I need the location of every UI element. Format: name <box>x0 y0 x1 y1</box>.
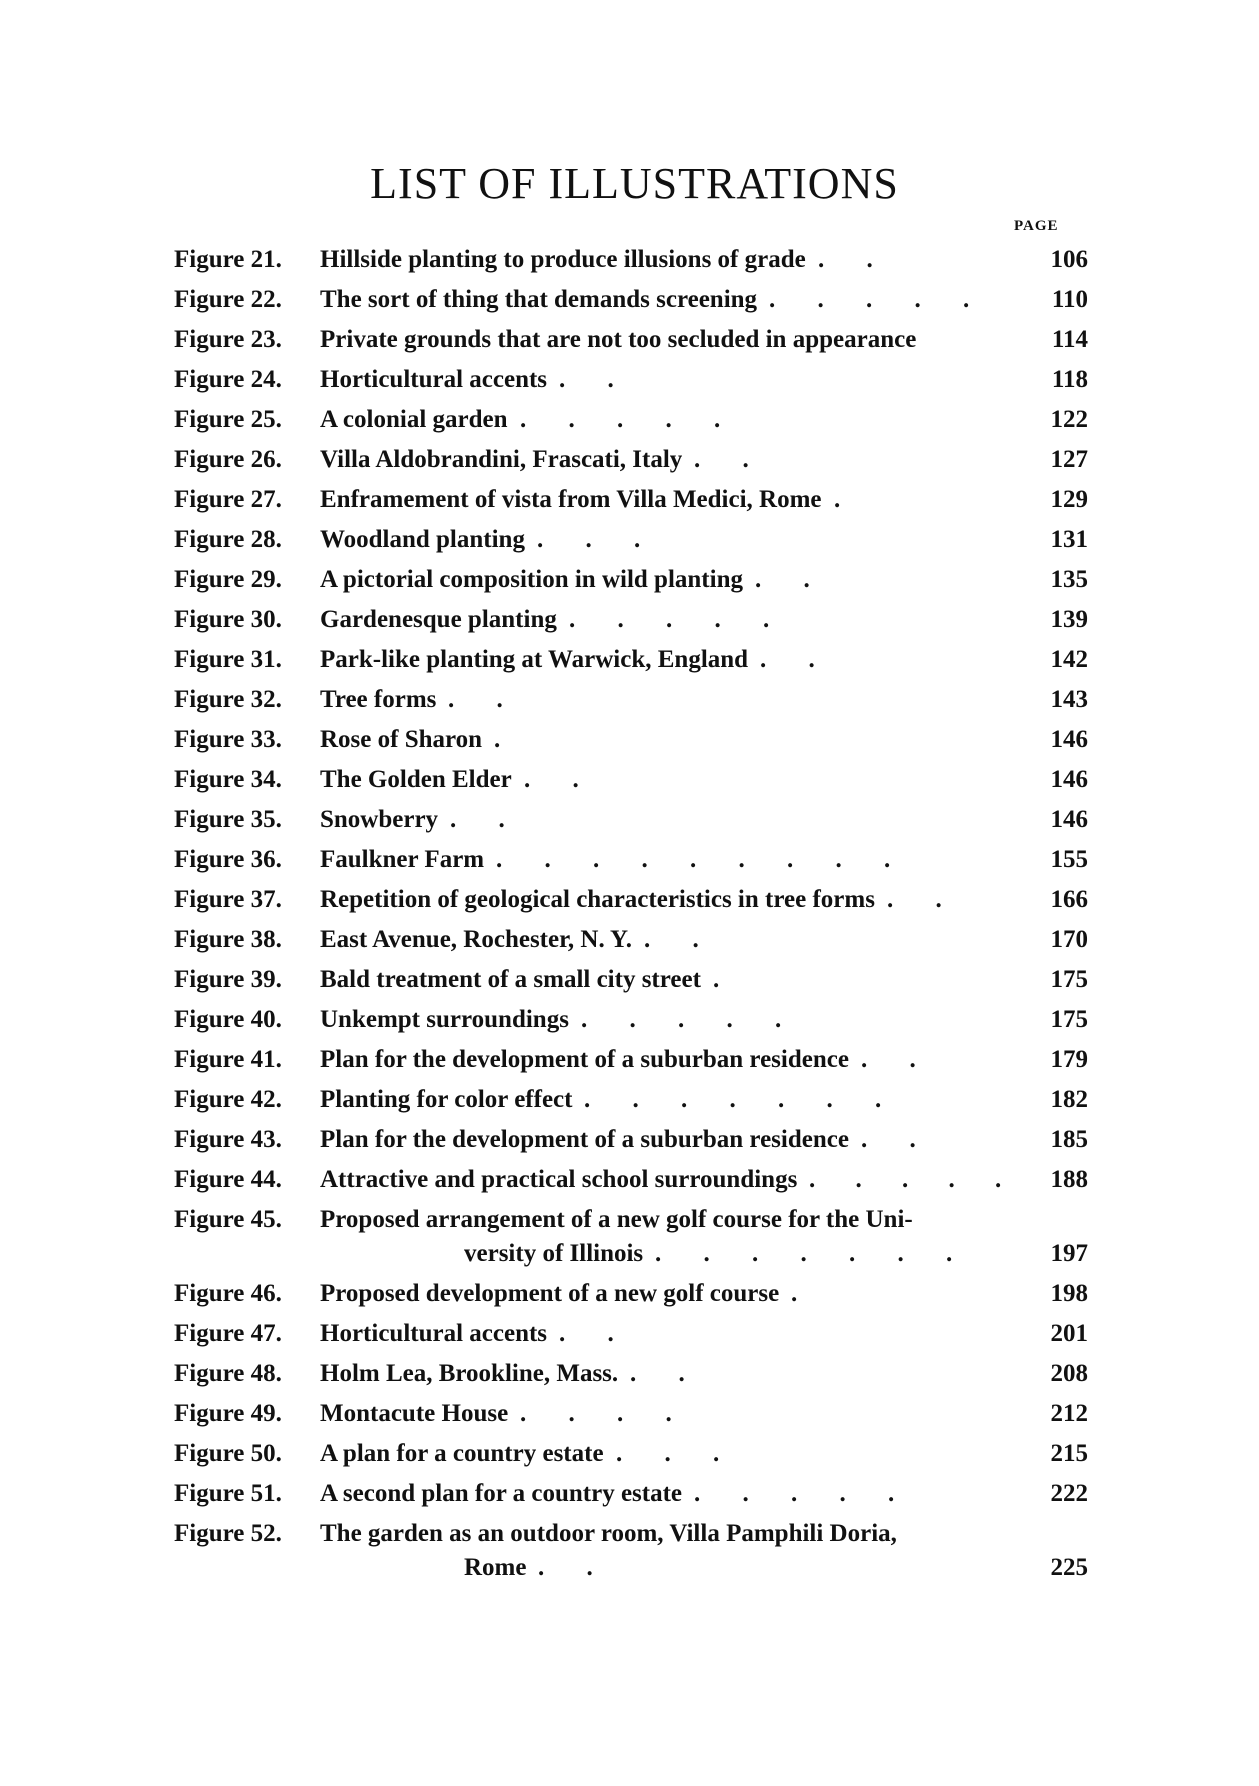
figure-label: Figure 24. <box>174 366 282 393</box>
dot-leader: . . <box>538 1554 611 1581</box>
page-number: 166 <box>1050 886 1088 913</box>
figure-caption: Horticultural accents <box>320 1320 548 1347</box>
dot-leader: . . <box>559 1320 632 1347</box>
list-item <box>174 1474 1088 1514</box>
figure-label: Figure 25. <box>174 406 282 433</box>
page-number: 212 <box>1050 1400 1088 1427</box>
list-item <box>174 360 1088 400</box>
list-item <box>174 1274 1088 1314</box>
page-number: 118 <box>1051 366 1088 393</box>
figure-label: Figure 21. <box>174 246 282 273</box>
page-number: 185 <box>1050 1126 1088 1153</box>
figure-caption: Montacute House <box>320 1400 509 1427</box>
page-number: 197 <box>1050 1240 1088 1267</box>
figure-label: Figure 27. <box>174 486 282 513</box>
figure-label: Figure 26. <box>174 446 282 473</box>
list-item <box>174 520 1088 560</box>
dot-leader: . . . . <box>520 1400 690 1427</box>
figure-caption: A pictorial composition in wild planting <box>320 566 743 593</box>
figure-label: Figure 44. <box>174 1166 282 1193</box>
dot-leader: . . <box>760 646 833 673</box>
figure-caption: Horticultural accents <box>320 366 548 393</box>
page-number: 127 <box>1050 446 1088 473</box>
page-number: 182 <box>1050 1086 1088 1113</box>
dot-leader: . <box>494 726 519 753</box>
page-number: 225 <box>1050 1554 1088 1581</box>
figure-label: Figure 48. <box>174 1360 282 1387</box>
page-number: 198 <box>1050 1280 1088 1307</box>
figure-label: Figure 39. <box>174 966 282 993</box>
figure-label: Figure 33. <box>174 726 282 753</box>
list-item <box>174 1200 1088 1274</box>
page-number: 175 <box>1050 966 1088 993</box>
figure-label: Figure 45. <box>174 1206 282 1233</box>
figure-caption: A colonial garden <box>320 406 508 433</box>
dot-leader: . . <box>524 766 597 793</box>
figure-label: Figure 41. <box>174 1046 282 1073</box>
page-number: 146 <box>1050 726 1088 753</box>
list-item <box>174 800 1088 840</box>
figure-caption: Rose of Sharon <box>320 726 483 753</box>
page-number: 188 <box>1050 1166 1088 1193</box>
list-item <box>174 1394 1088 1434</box>
figure-caption: East Avenue, Rochester, N. Y. <box>320 926 633 953</box>
figure-caption: Repetition of geological characteristics in tree forms <box>320 886 875 913</box>
dot-leader: . . <box>694 446 767 473</box>
figure-label: Figure 43. <box>174 1126 282 1153</box>
figure-caption: Hillside planting to produce illusions of grade <box>320 246 806 273</box>
figure-label: Figure 42. <box>174 1086 282 1113</box>
list-item <box>174 400 1088 440</box>
dot-leader: . . . . . <box>520 406 739 433</box>
figure-label: Figure 46. <box>174 1280 282 1307</box>
figure-caption: Holm Lea, Brookline, Mass. <box>320 1360 619 1387</box>
page-number: 131 <box>1050 526 1088 553</box>
dot-leader: . <box>791 1280 816 1307</box>
figure-label: Figure 31. <box>174 646 282 673</box>
page-number: 170 <box>1050 926 1088 953</box>
figure-label: Figure 29. <box>174 566 282 593</box>
figure-caption: Enframement of vista from Villa Medici, Rome <box>320 486 822 513</box>
dot-leader: . . . . . . . <box>655 1240 971 1267</box>
list-item <box>174 440 1088 480</box>
dot-leader: . . . . . <box>694 1480 913 1507</box>
figure-label: Figure 36. <box>174 846 282 873</box>
figure-caption-continued: versity of Illinois <box>464 1240 644 1267</box>
list-item <box>174 880 1088 920</box>
figure-caption: Unkempt surroundings <box>320 1006 569 1033</box>
figure-caption: Park-like planting at Warwick, England <box>320 646 749 673</box>
figure-label: Figure 30. <box>174 606 282 633</box>
dot-leader: . . . . . . . <box>584 1086 900 1113</box>
page-number: 143 <box>1050 686 1088 713</box>
illustration-list <box>174 240 1088 1588</box>
dot-leader: . . . . . <box>569 606 788 633</box>
dot-leader: . . . . . <box>809 1166 1019 1193</box>
figure-caption: Villa Aldobrandini, Frascati, Italy <box>320 446 683 473</box>
figure-caption: Tree forms <box>320 686 437 713</box>
figure-caption: Woodland planting <box>320 526 525 553</box>
dot-leader: . . <box>559 366 632 393</box>
page-number: 179 <box>1050 1046 1088 1073</box>
figure-label: Figure 38. <box>174 926 282 953</box>
page-number: 146 <box>1050 806 1088 833</box>
list-item <box>174 680 1088 720</box>
page-number: 122 <box>1050 406 1088 433</box>
figure-caption: Plan for the development of a suburban residence <box>320 1046 849 1073</box>
figure-label: Figure 50. <box>174 1440 282 1467</box>
list-item <box>174 960 1088 1000</box>
page-number: 222 <box>1050 1480 1088 1507</box>
dot-leader: . . . . . <box>769 286 988 313</box>
list-item <box>174 640 1088 680</box>
dot-leader: . . . . . <box>581 1006 800 1033</box>
figure-caption: The sort of thing that demands screening <box>320 286 758 313</box>
dot-leader: . . . <box>616 1440 738 1467</box>
page-number: 155 <box>1050 846 1088 873</box>
list-item <box>174 1514 1088 1588</box>
page-number: 114 <box>1051 326 1088 353</box>
figure-label: Figure 32. <box>174 686 282 713</box>
figure-caption-continued: Rome <box>464 1554 527 1581</box>
figure-label: Figure 22. <box>174 286 282 313</box>
dot-leader: . . <box>630 1360 703 1387</box>
dot-leader: . <box>713 966 738 993</box>
page-number: 146 <box>1050 766 1088 793</box>
page-number: 135 <box>1050 566 1088 593</box>
page-number: 139 <box>1050 606 1088 633</box>
list-item <box>174 1040 1088 1080</box>
list-item <box>174 720 1088 760</box>
dot-leader: . . . <box>537 526 659 553</box>
list-item <box>174 240 1088 280</box>
figure-label: Figure 23. <box>174 326 282 353</box>
figure-caption: Proposed arrangement of a new golf course for the Uni- <box>320 1206 913 1233</box>
page-number: 208 <box>1050 1360 1088 1387</box>
figure-caption: A plan for a country estate <box>320 1440 604 1467</box>
list-item <box>174 560 1088 600</box>
figure-label: Figure 51. <box>174 1480 282 1507</box>
list-item <box>174 1000 1088 1040</box>
dot-leader: . <box>834 486 859 513</box>
figure-caption: Proposed development of a new golf course <box>320 1280 780 1307</box>
page-number: 201 <box>1050 1320 1088 1347</box>
figure-caption: The garden as an outdoor room, Villa Pamphili Doria, <box>320 1520 897 1547</box>
list-item <box>174 1080 1088 1120</box>
figure-label: Figure 28. <box>174 526 282 553</box>
dot-leader: . . <box>448 686 521 713</box>
figure-label: Figure 52. <box>174 1520 282 1547</box>
list-item <box>174 480 1088 520</box>
figure-label: Figure 34. <box>174 766 282 793</box>
dot-leader: . . <box>755 566 828 593</box>
dot-leader: . . <box>887 886 960 913</box>
figure-caption: Bald treatment of a small city street <box>320 966 701 993</box>
page-title: LIST OF ILLUSTRATIONS <box>370 159 899 208</box>
figure-caption: Faulkner Farm <box>320 846 485 873</box>
list-item <box>174 600 1088 640</box>
figure-label: Figure 35. <box>174 806 282 833</box>
dot-leader: . . <box>644 926 717 953</box>
figure-label: Figure 40. <box>174 1006 282 1033</box>
list-item <box>174 280 1088 320</box>
dot-leader: . . . . . . . . . <box>496 846 909 873</box>
figure-label: Figure 47. <box>174 1320 282 1347</box>
dot-leader: . . <box>861 1046 934 1073</box>
list-item <box>174 840 1088 880</box>
list-item <box>174 1354 1088 1394</box>
list-item <box>174 320 1088 360</box>
list-item <box>174 1314 1088 1354</box>
dot-leader: . . <box>818 246 891 273</box>
page-number: 215 <box>1050 1440 1088 1467</box>
figure-caption: Private grounds that are not too secluded in appearance <box>320 326 917 353</box>
page-number: 110 <box>1051 286 1088 313</box>
figure-caption: The Golden Elder <box>320 766 512 793</box>
figure-caption: Snowberry <box>320 806 439 833</box>
dot-leader: . . <box>861 1126 934 1153</box>
figure-caption: Plan for the development of a suburban residence <box>320 1126 849 1153</box>
page-column-header: PAGE <box>1014 218 1059 234</box>
page-number: 142 <box>1050 646 1088 673</box>
list-item <box>174 920 1088 960</box>
figure-caption: Gardenesque planting <box>320 606 557 633</box>
figure-label: Figure 49. <box>174 1400 282 1427</box>
list-item <box>174 1434 1088 1474</box>
dot-leader: . . <box>450 806 523 833</box>
page-number: 175 <box>1050 1006 1088 1033</box>
figure-caption: A second plan for a country estate <box>320 1480 683 1507</box>
figure-caption: Attractive and practical school surroundings <box>320 1166 798 1193</box>
page-number: 106 <box>1050 246 1088 273</box>
list-item <box>174 1160 1088 1200</box>
figure-label: Figure 37. <box>174 886 282 913</box>
list-item <box>174 1120 1088 1160</box>
figure-caption: Planting for color effect <box>320 1086 573 1113</box>
list-item <box>174 760 1088 800</box>
page-number: 129 <box>1050 486 1088 513</box>
